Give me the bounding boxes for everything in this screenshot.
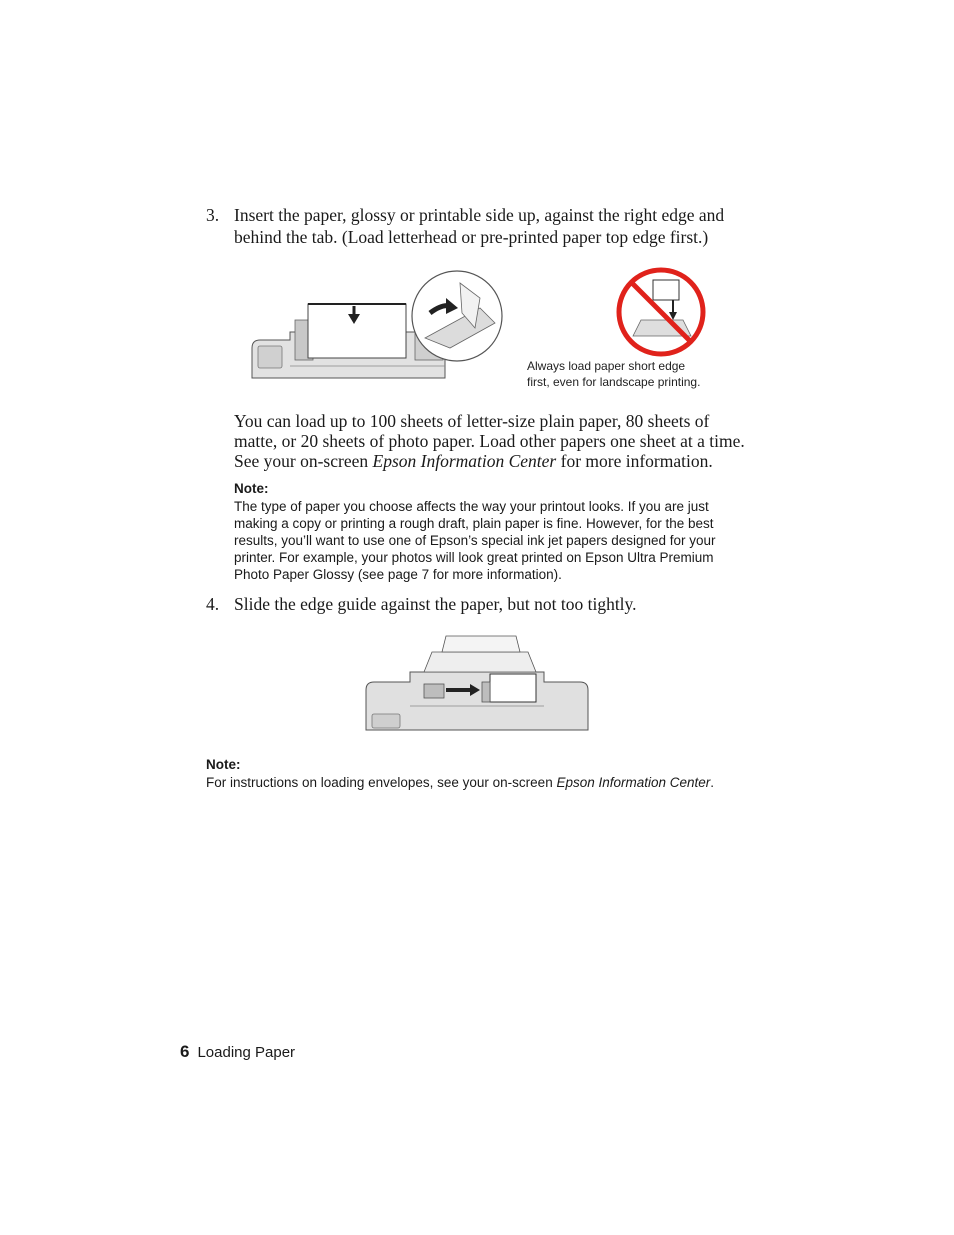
note-2 — [206, 757, 766, 791]
note-body: The type of paper you choose affects the way your printout looks. If you are just making a copy or printing a rough draft, plain paper is fine. However, for the best results, you’ll want to use one of Epson’s special ink jet papers designed for your printer. For example, your photos will look great printed on Epson Ultra Premium Photo Paper Glossy (see page 7 for more information). — [234, 499, 716, 582]
step-text: Slide the edge guide against the paper, but not too tightly. — [234, 594, 637, 614]
step-number: 4. — [206, 594, 220, 614]
paper-sheet — [490, 674, 536, 702]
epson-information-center-ref: Epson Information Center — [372, 451, 557, 471]
caption-line-2: first, even for landscape printing. — [527, 375, 701, 389]
epson-information-center-ref: Epson Information Center — [556, 775, 711, 790]
page-number: 6 — [180, 1042, 190, 1061]
paper-support — [424, 636, 536, 672]
edge-guide-illustration — [366, 632, 588, 730]
paper-loading-illustration — [250, 268, 505, 386]
note-title: Note: — [206, 757, 241, 772]
figure-caption — [527, 358, 700, 390]
step-number: 3. — [206, 205, 220, 225]
section-title: Loading Paper — [197, 1044, 296, 1061]
note-title: Note: — [234, 481, 269, 496]
paper-sheet — [308, 304, 406, 358]
magnifier-inset — [412, 271, 502, 361]
caption-line-1: Always load paper short edge — [527, 359, 686, 373]
note-1 — [234, 481, 746, 583]
step-text: Insert the paper, glossy or printable side up, against the right edge and behind the tab. (Load letterhead or pre-printed paper top edge first.) — [234, 205, 725, 247]
prohibition-illustration — [613, 264, 709, 360]
page-footer — [180, 1042, 295, 1062]
printer-body — [366, 672, 588, 730]
capacity-paragraph: You can load up to 100 sheets of letter-size plain paper, 80 sheets of matte, or 20 sheets of photo paper. Load other papers one sheet at a time. See your on-screen Epson Information Center for more information. — [234, 411, 745, 471]
note-body: For instructions on loading envelopes, see your on-screen Epson Information Center. — [206, 775, 715, 790]
